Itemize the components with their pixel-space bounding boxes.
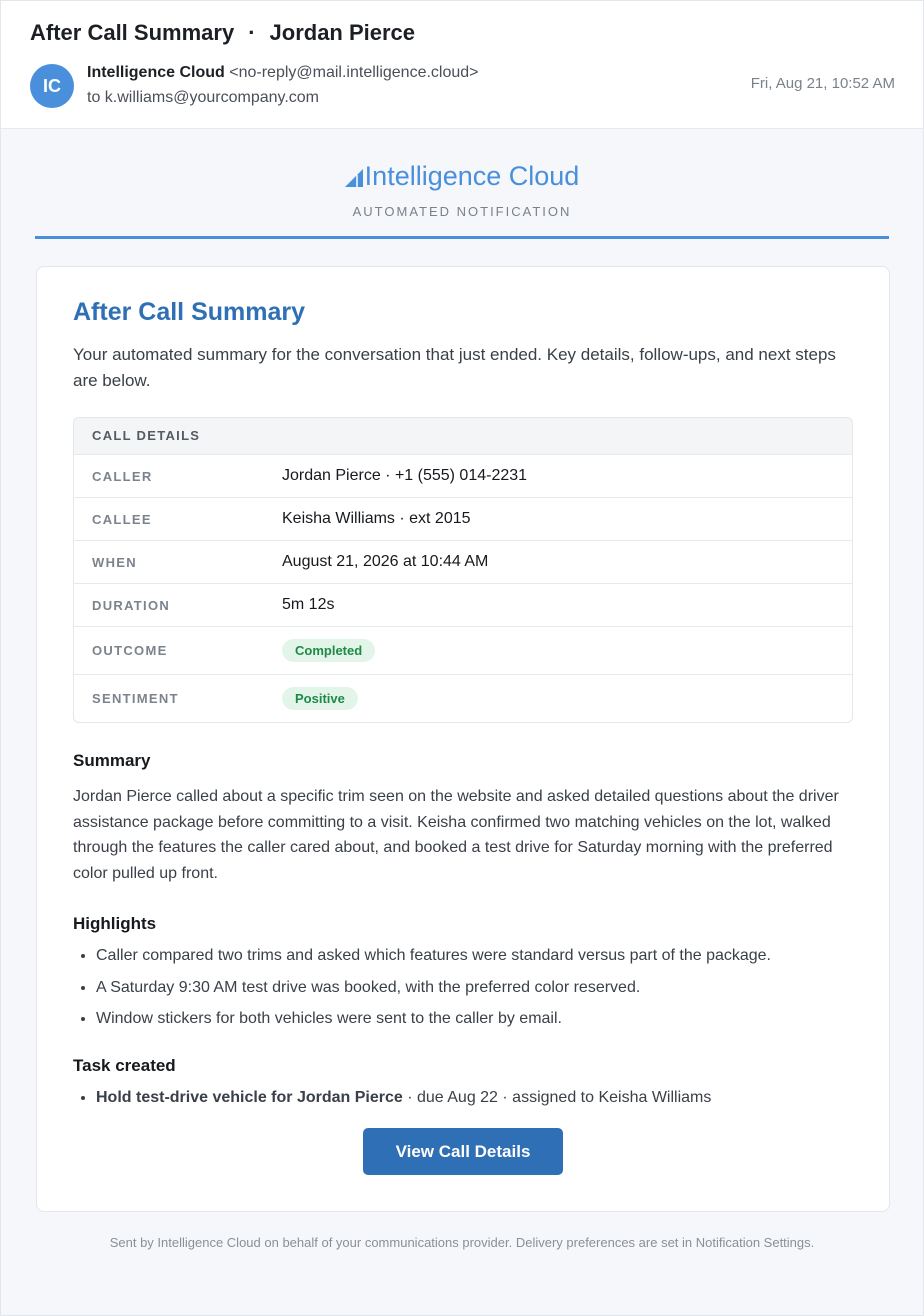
detail-row-caller [74,455,852,498]
detail-value: Keisha Williams · ext 2015 [282,510,471,527]
recipient-line: to k.williams@yourcompany.com [87,89,320,106]
detail-row-duration [74,584,852,627]
subject-text: After Call Summary [30,20,235,45]
detail-value-wrap [282,639,375,662]
brand-triangle-icon [345,169,363,187]
task-title: Hold test-drive vehicle for Jordan Pierce [96,1089,403,1106]
detail-label: CALLER [92,468,153,484]
task-meta: · due Aug 22 · assigned to Keisha Williams [402,1089,712,1106]
detail-row-when [74,541,852,584]
detail-label: SENTIMENT [92,691,179,706]
summary-heading: Summary [73,751,151,770]
detail-value: 5m 12s [282,596,335,613]
summary-text: Jordan Pierce called about a specific trim seen on the website and asked detailed questions about the driver assistance package before committing to a visit. Keisha confirmed two matching vehicles on the lot, walked through the features the caller cared about, and booked a test drive for Saturday morning with the preferred color pulled up front. [73,788,839,882]
task-list [73,1087,853,1109]
highlights-list [73,945,853,1030]
detail-value-wrap [282,687,358,710]
email-header [1,1,923,129]
highlight-item: • Window stickers for both vehicles were sent to the caller by email. [96,1008,853,1030]
card-intro: Your automated summary for the conversation that just ended. Key details, follow-ups, and next steps are below. [73,345,836,390]
brand-name: Intelligence Cloud [364,161,580,191]
highlight-item: • A Saturday 9:30 AM test drive was booked, with the preferred color reserved. [96,977,853,999]
sender-avatar[interactable]: IC [30,64,74,108]
brand-subtitle: AUTOMATED NOTIFICATION [352,204,572,219]
email-date: Fri, Aug 21, 10:52 AM [750,75,895,92]
detail-label: DURATION [92,597,171,613]
detail-label: OUTCOME [92,643,168,658]
detail-row-outcome [74,627,852,675]
brand-header [1,129,923,239]
sender-line [87,64,479,82]
sender-email: <no-reply@mail.intelligence.cloud> [229,64,479,81]
call-details-heading: CALL DETAILS [74,418,852,455]
detail-value: August 21, 2026 at 10:44 AM [282,553,489,570]
outcome-badge: Completed [282,639,375,662]
detail-row-callee [74,498,852,541]
cta-wrap [73,1128,853,1175]
task-heading: Task created [73,1056,176,1075]
call-details-table [73,417,853,723]
summary-card [36,266,890,1212]
detail-row-sentiment [74,675,852,722]
sentiment-badge: Positive [282,687,358,710]
detail-value: Jordan Pierce · +1 (555) 014-2231 [282,467,528,484]
task-item [96,1087,853,1109]
brand-divider [35,236,889,239]
highlight-item: • Caller compared two trims and asked which features were standard versus part of the package. [96,945,853,967]
subject-contact-name: Jordan Pierce [269,20,416,45]
view-call-details-button[interactable]: View Call Details [363,1128,563,1175]
sender-name[interactable]: Intelligence Cloud [87,64,225,81]
detail-label: CALLEE [92,511,152,527]
email-subject [30,20,415,46]
detail-label: WHEN [92,554,137,570]
card-title: After Call Summary [73,298,306,326]
highlights-heading: Highlights [73,914,157,933]
subject-separator: · [248,20,256,45]
brand-logo [345,161,580,191]
footer-text: Sent by Intelligence Cloud on behalf of your communications provider. Delivery preferences are set in Notification Settings. [109,1235,815,1250]
